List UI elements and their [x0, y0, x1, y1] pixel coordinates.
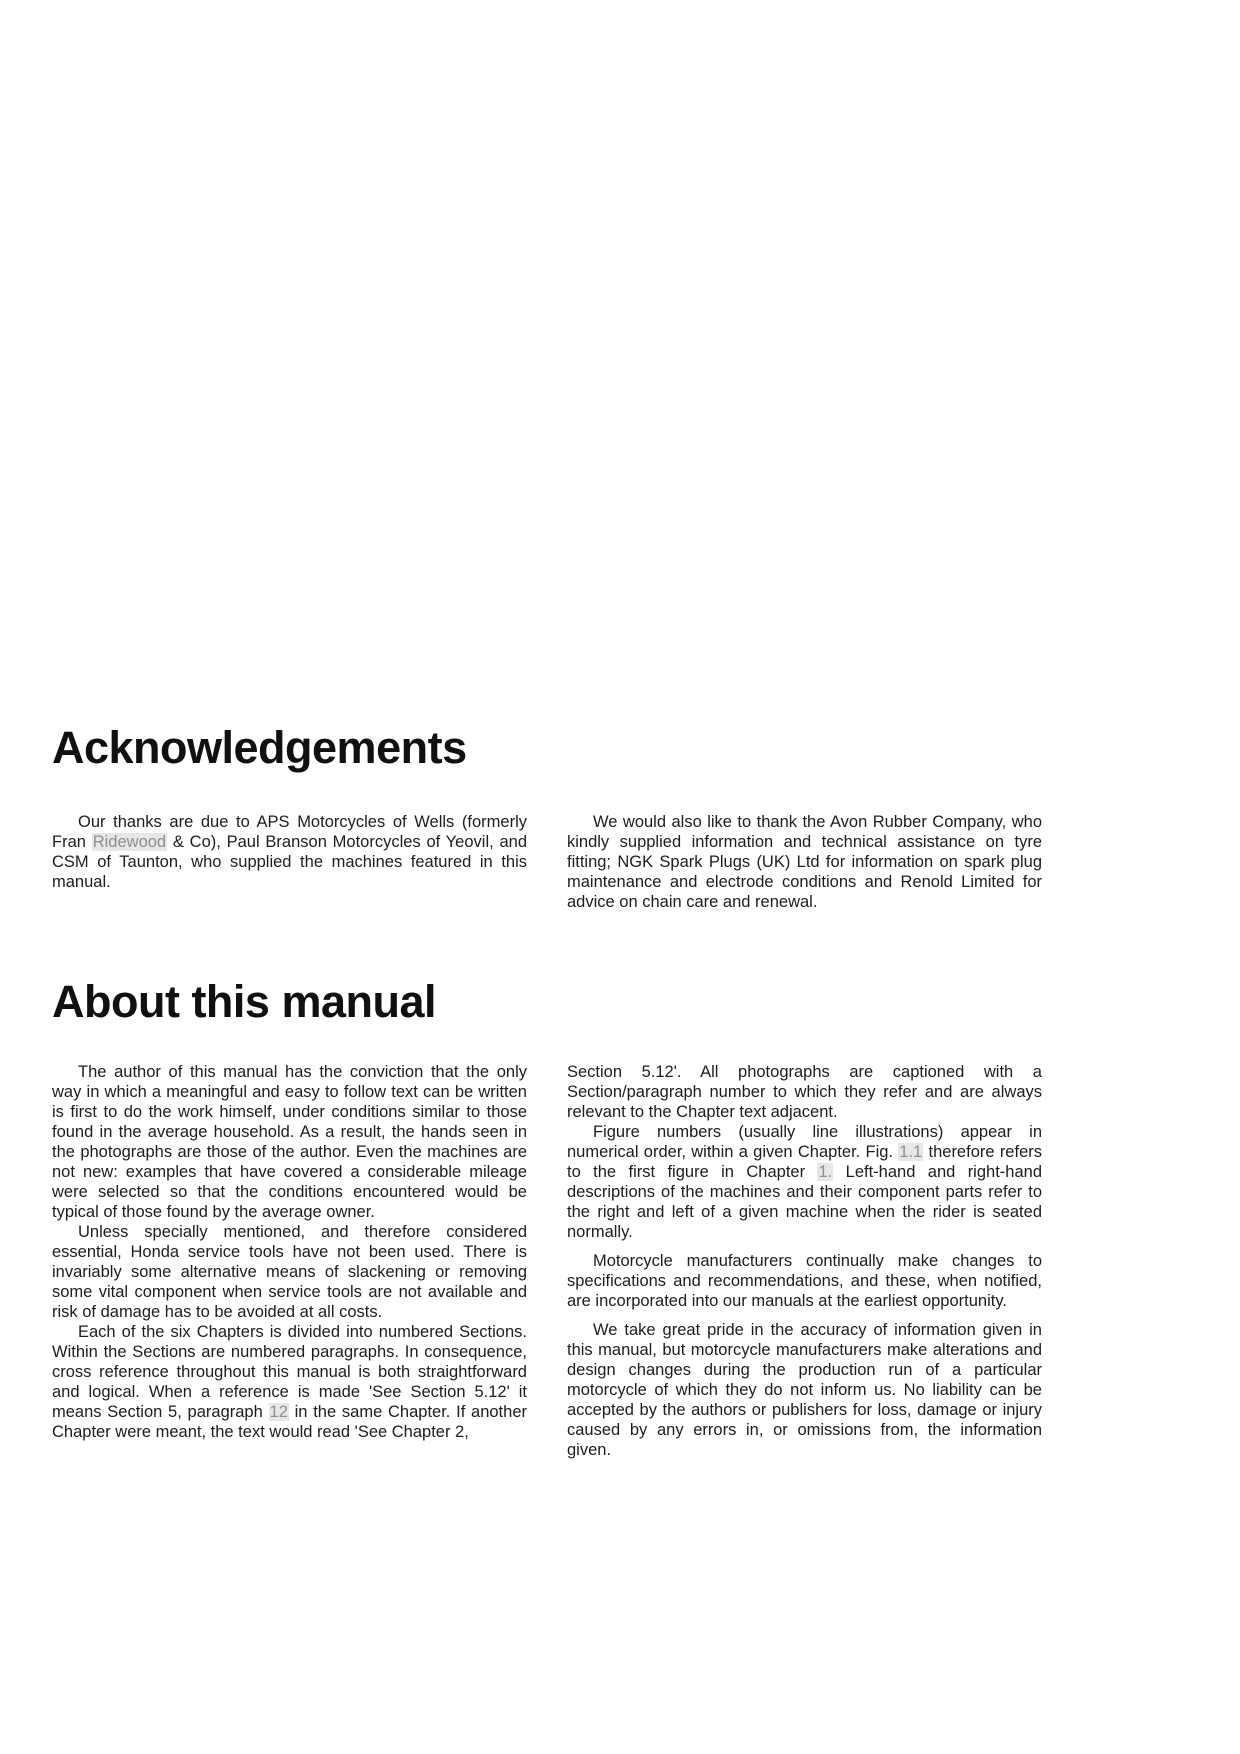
- paragraph: [567, 1320, 1042, 1460]
- about-right-column: [567, 1062, 1042, 1460]
- paragraph: [567, 1251, 1042, 1311]
- ocr-muted-text: 12: [269, 1403, 288, 1421]
- text-run: in the same Chapter. If another Chapter were meant, the text would read 'See Chapter 2,: [52, 1403, 527, 1441]
- paragraph: [52, 1222, 527, 1322]
- about-this-manual-section: [52, 1062, 1042, 1460]
- text-run: We take great pride in the accuracy of information given in this manual, but motorcycle manufacturers make alterations and design changes during the production run of a particular motorcycle of which they do not inform us. No liability can be accepted by the authors or publishers for loss, damage or injury caused by any errors in, or omissions from, the information given.: [567, 1321, 1042, 1459]
- text-run: Left-hand and right-hand descriptions of the machines and their component parts refer to the right and left of a given machine when the rider is seated normally.: [567, 1163, 1042, 1241]
- acknowledgements-section: [52, 812, 1042, 912]
- paragraph: [567, 812, 1042, 912]
- text-run: Figure numbers (usually line illustrations) appear in numerical order, within a given Chapter. Fig.: [567, 1123, 1042, 1161]
- paragraph: [52, 1062, 527, 1222]
- acknowledgements-left-column: [52, 812, 527, 912]
- about-this-manual-heading: About this manual: [52, 976, 436, 1027]
- text-run: We would also like to thank the Avon Rubber Company, who kindly supplied information and technical assistance on tyre fitting; NGK Spark Plugs (UK) Ltd for information on spark plug maintenance and electrode conditions and Renold Limited for advice on chain care and renewal.: [567, 813, 1042, 911]
- ocr-muted-text: 1.: [818, 1163, 833, 1181]
- text-run: The author of this manual has the conviction that the only way in which a meaningful and easy to follow text can be written is first to do the work himself, under conditions similar to those found in the average household. As a result, the hands seen in the photographs are those of the author. Even the machines are not new: examples that have covered a considerable mileage were selected so that the conditions encountered would be typical of those found by the average owner.: [52, 1063, 527, 1221]
- acknowledgements-right-column: [567, 812, 1042, 912]
- text-run: Each of the six Chapters is divided into numbered Sections. Within the Sections are numbered paragraphs. In consequence, cross reference throughout this manual is both straightforward and logical. When a reference is made 'See Section 5.12' it means Section 5, paragraph: [52, 1323, 527, 1421]
- text-run: therefore refers to the first figure in Chapter: [567, 1143, 1042, 1181]
- ocr-muted-text: Ridewood: [92, 833, 167, 851]
- text-run: & Co), Paul Branson Motorcycles of Yeovil, and CSM of Taunton, who supplied the machines featured in this manual.: [52, 833, 528, 891]
- paragraph: [52, 812, 527, 892]
- paragraph: [567, 1122, 1042, 1242]
- ocr-muted-text: 1.1: [899, 1143, 923, 1161]
- about-left-column: [52, 1062, 527, 1460]
- paragraph: [567, 1062, 1042, 1122]
- acknowledgements-heading: Acknowledgements: [52, 722, 467, 773]
- paragraph: [52, 1322, 527, 1442]
- text-run: Unless specially mentioned, and therefore considered essential, Honda service tools have not been used. There is invariably some alternative means of slackening or removing some vital component when service tools are not available and risk of damage has to be avoided at all costs.: [52, 1223, 527, 1321]
- text-run: Our thanks are due to APS Motorcycles of Wells (formerly Fran: [52, 813, 527, 851]
- text-run: Section 5.12'. All photographs are captioned with a Section/paragraph number to which they refer and are always relevant to the Chapter text adjacent.: [567, 1063, 1042, 1121]
- text-run: Motorcycle manufacturers continually make changes to specifications and recommendations, and these, when notified, are incorporated into our manuals at the earliest opportunity.: [567, 1252, 1042, 1310]
